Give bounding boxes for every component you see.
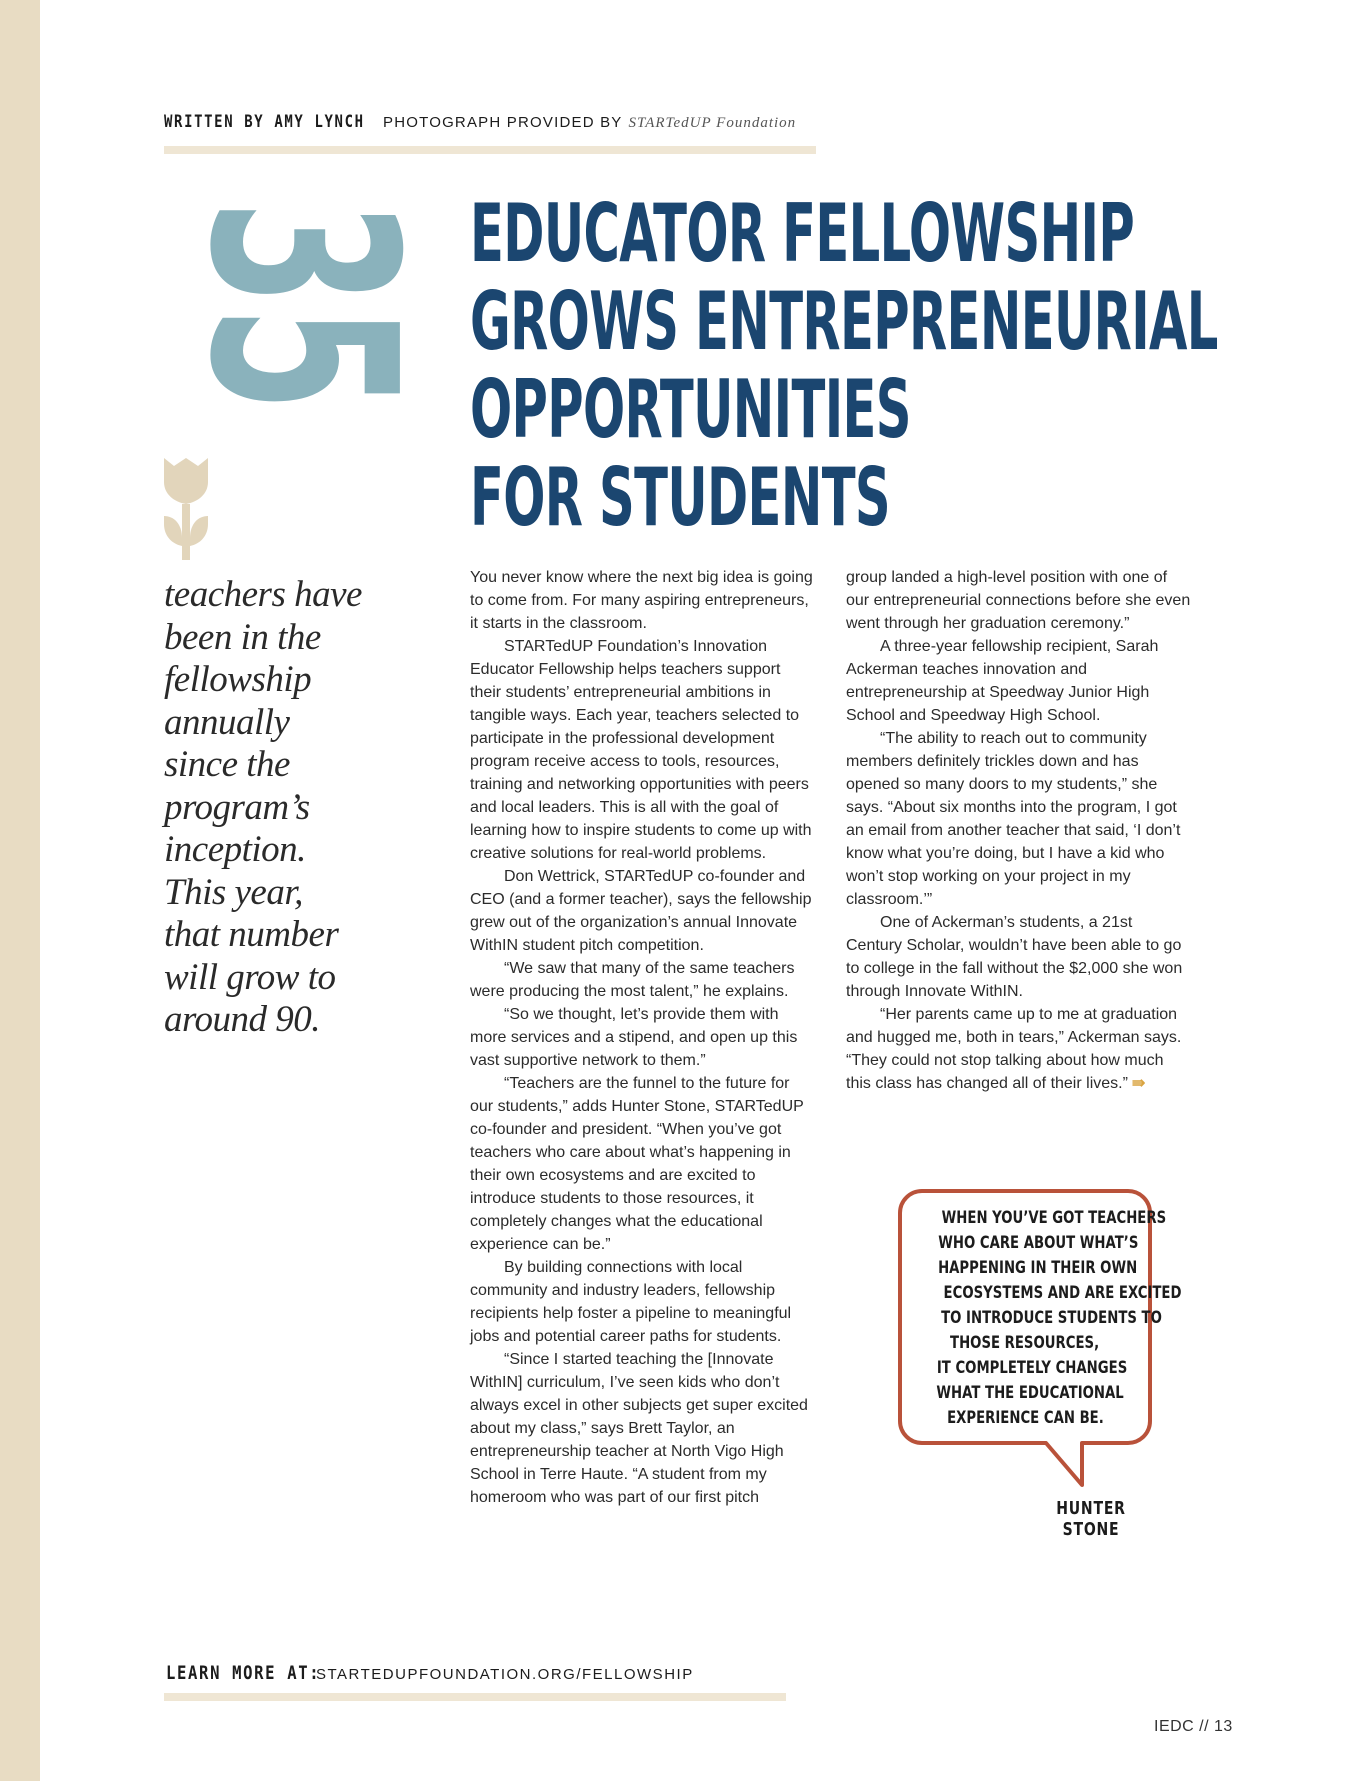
pull-quote-text [910, 1206, 1182, 1431]
headline-line: GROWS ENTREPRENEURIAL [470, 275, 1218, 368]
pull-quote-line: TO INTRODUCE STUDENTS TO [941, 1308, 1162, 1328]
pull-quote-author-name: HUNTER STONE [1056, 1498, 1126, 1540]
byline [164, 112, 796, 132]
body-column-2 [846, 566, 1191, 1095]
learn-more-rule [164, 1693, 786, 1701]
pull-quote-line: ECOSYSTEMS AND ARE EXCITED [943, 1283, 1182, 1303]
body-column-1 [470, 566, 815, 1509]
pull-quote-line: WHO CARE ABOUT WHAT’S [938, 1233, 1139, 1253]
body-paragraph: “The ability to reach out to community members definitely trickles down and has opened so many doors to my students,” she says. “About six months into the program, I got an email from another teacher that said, ‘I don’t know what you’re doing, but I have a kid who won’t stop working on your project in my classroom.’” [846, 730, 1181, 908]
headline-line: OPPORTUNITIES [470, 363, 911, 456]
stat-caption-line: inception. [164, 829, 306, 870]
stat-caption-line: that number [164, 914, 339, 955]
body-paragraph-last [846, 1003, 1191, 1095]
stat-caption-line: fellowship annually [164, 659, 312, 743]
pull-quote-line: IT COMPLETELY CHANGES [936, 1358, 1128, 1378]
tulip-ornament-icon [162, 458, 210, 560]
learn-more-link[interactable]: STARTEDUPFOUNDATION.ORG/FELLOWSHIP [316, 1666, 694, 1683]
byline-photo-org: STARTedUP Foundation [628, 115, 797, 131]
body-paragraph: “Teachers are the funnel to the future for our students,” adds Hunter Stone, STARTedUP co-founder and president. “When you’ve got teachers who care about what’s happening in their own ecosystems and are excited to introduce students to those resources, it completely changes what the educational experience can be.” [470, 1075, 804, 1253]
stat-caption-line: This year, [164, 871, 303, 913]
stat-caption-line: around 90. [164, 999, 321, 1040]
headline-line: FOR STUDENTS [470, 451, 891, 544]
pull-quote-line: EXPERIENCE CAN BE. [946, 1408, 1104, 1428]
body-paragraph: One of Ackerman’s students, a 21st Century Scholar, wouldn’t have been able to go to college in the fall without the $2,000 she won through Innovate WithIN. [846, 914, 1183, 1000]
stat-number-text: 35 [153, 200, 450, 555]
pull-quote [898, 1188, 1182, 1488]
page-folio: IEDC // 13 [1154, 1718, 1233, 1735]
body-paragraph: Don Wettrick, STARTedUP co-founder and CEO (and a former teacher), says the fellowship grew out of the organization’s annual Innovate WithIN student pitch competition. [470, 868, 812, 954]
stat-caption [164, 574, 444, 1042]
byline-rule [164, 146, 816, 154]
learn-more-label: LEARN MORE AT: [166, 1662, 321, 1684]
stat-caption-line: will grow to [164, 956, 336, 998]
pull-quote-line: WHEN YOU’VE GOT TEACHERS [941, 1208, 1167, 1228]
stat-caption-line: since the program’s [164, 744, 310, 828]
pull-quote-line: WHAT THE EDUCATIONAL [936, 1383, 1124, 1403]
body-paragraph: “Since I started teaching the [Innovate WithIN] curriculum, I’ve seen kids who don’t always excel in other subjects get super excited about my class,” says Brett Taylor, an entrepreneurship teacher at North Vigo High School in Terre Haute. “A student from my homeroom who was part of our first pitch [470, 1351, 808, 1506]
body-paragraph-text: “Her parents came up to me at graduation and hugged me, both in tears,” Ackerman says. “They could not stop talking about how much this class has changed all of their lives.” [846, 1006, 1182, 1092]
headline-line: EDUCATOR FELLOWSHIP [470, 187, 1135, 280]
stat-caption-line: teachers have [164, 574, 362, 615]
body-paragraph: A three-year fellowship recipient, Sarah Ackerman teaches innovation and entrepreneurship at Speedway Junior High School and Speedway High School. [846, 638, 1159, 724]
end-arrow-icon: ⇛ [1131, 1075, 1146, 1092]
body-paragraph: You never know where the next big idea is going to come from. For many aspiring entrepreneurs, it starts in the classroom. [470, 569, 813, 632]
left-margin-stripe [0, 0, 40, 1781]
pull-quote-line: THOSE RESOURCES, [950, 1333, 1100, 1353]
article-headline [470, 187, 1218, 544]
byline-author: WRITTEN BY AMY LYNCH [164, 112, 365, 132]
stat-caption-line: been in the [164, 616, 321, 658]
learn-more [166, 1662, 694, 1684]
body-paragraph: “So we thought, let’s provide them with more services and a stipend, and open up this vast supportive network to them.” [470, 1006, 798, 1069]
byline-photo-credit: PHOTOGRAPH PROVIDED BY [383, 114, 623, 131]
pull-quote-author [1016, 1498, 1166, 1540]
pull-quote-line: HAPPENING IN THEIR OWN [938, 1258, 1138, 1278]
body-paragraph: By building connections with local community and industry leaders, fellowship recipients help foster a pipeline to meaningful jobs and potential career paths for students. [470, 1259, 792, 1345]
body-paragraph: STARTedUP Foundation’s Innovation Educator Fellowship helps teachers support their students’ entrepreneurial ambitions in tangible ways. Each year, teachers selected to participate in the professional development program receive access to tools, resources, training and networking opportunities with peers and local leaders. This is all with the goal of learning how to inspire students to come up with creative solutions for real-world problems. [470, 638, 812, 862]
body-paragraph: “We saw that many of the same teachers were producing the most talent,” he explains. [470, 960, 795, 1000]
body-paragraph: group landed a high-level position with one of our entrepreneurial connections before she even went through her graduation ceremony.” [846, 569, 1191, 632]
stat-number [153, 200, 450, 555]
